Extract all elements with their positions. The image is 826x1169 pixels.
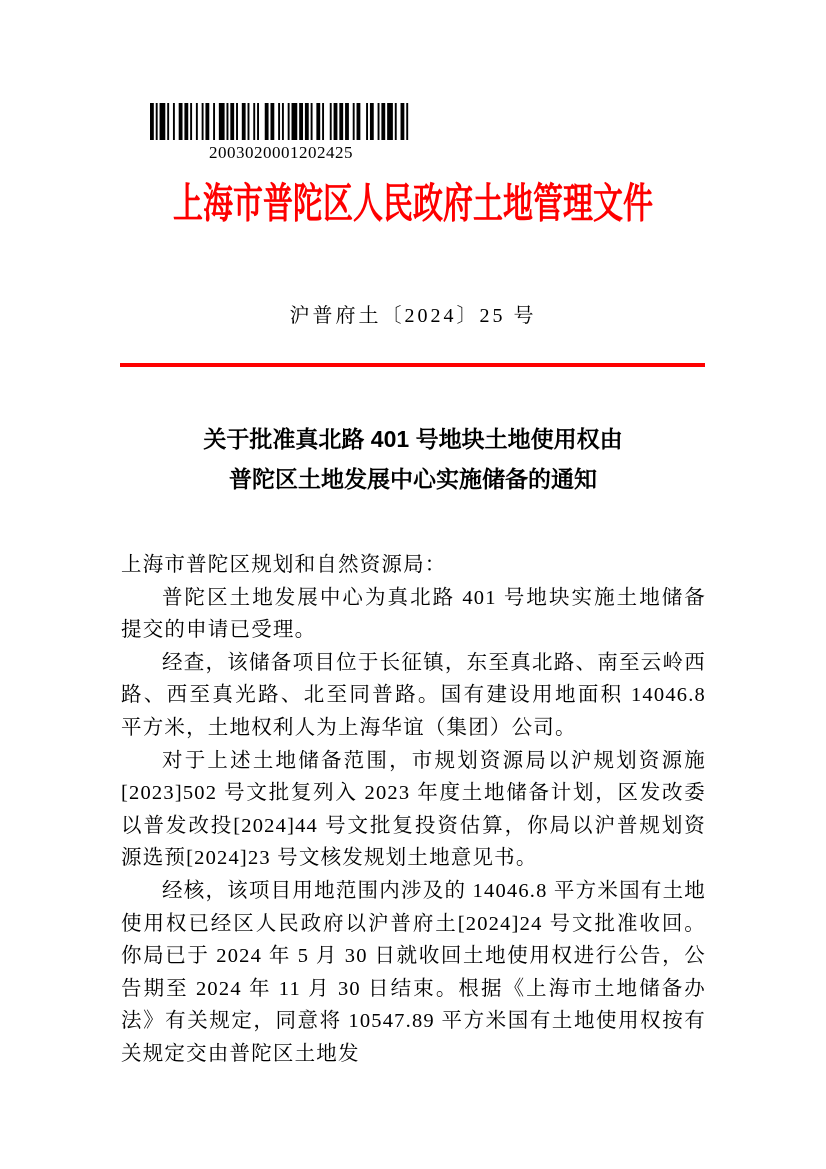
- body-paragraph: 对于上述土地储备范围，市规划资源局以沪规划资源施[2023]502 号文批复列入 2023 年度土地储备计划，区发改委以普发改投[2024]44 号文批复投资估算，你局以沪普规划资源选预[2024]23 号文核发规划土地意见书。: [121, 749, 706, 870]
- letterhead-title: 上海市普陀区人民政府土地管理文件: [173, 181, 653, 227]
- document-subject: [120, 419, 706, 499]
- barcode-block: [150, 103, 412, 162]
- salutation: 上海市普陀区规划和自然资源局：: [121, 554, 447, 576]
- document-body: [121, 549, 706, 1071]
- red-divider-rule: [120, 363, 705, 367]
- barcode-icon: [150, 103, 412, 140]
- document-subject-line-2: 普陀区土地发展中心实施储备的通知: [229, 466, 597, 492]
- barcode-number: 2003020001202425: [209, 143, 353, 162]
- body-paragraph: 经查，该储备项目位于长征镇，东至真北路、南至云岭西路、西至真光路、北至同普路。国有建设用地面积 14046.8 平方米，土地权利人为上海华谊（集团）公司。: [121, 651, 706, 739]
- body-paragraph: 经核，该项目用地范围内涉及的 14046.8 平方米国有土地使用权已经区人民政府以沪普府土[2024]24 号文批准收回。你局已于 2024 年 5 月 30 日就收回土地使用权进行公告，公告期至 2024 年 11 月 30 日结束。根据《上海市土地储备办法》有关规定，同意将 10547.89 平方米国有土地使用权按有关规定交由普陀区土地发: [121, 879, 706, 1065]
- body-paragraph: 普陀区土地发展中心为真北路 401 号地块实施土地储备提交的申请已受理。: [121, 586, 706, 642]
- document-subject-line-1: 关于批准真北路 401 号地块土地使用权由: [203, 426, 623, 452]
- document-number: 沪普府土〔2024〕25 号: [289, 305, 537, 327]
